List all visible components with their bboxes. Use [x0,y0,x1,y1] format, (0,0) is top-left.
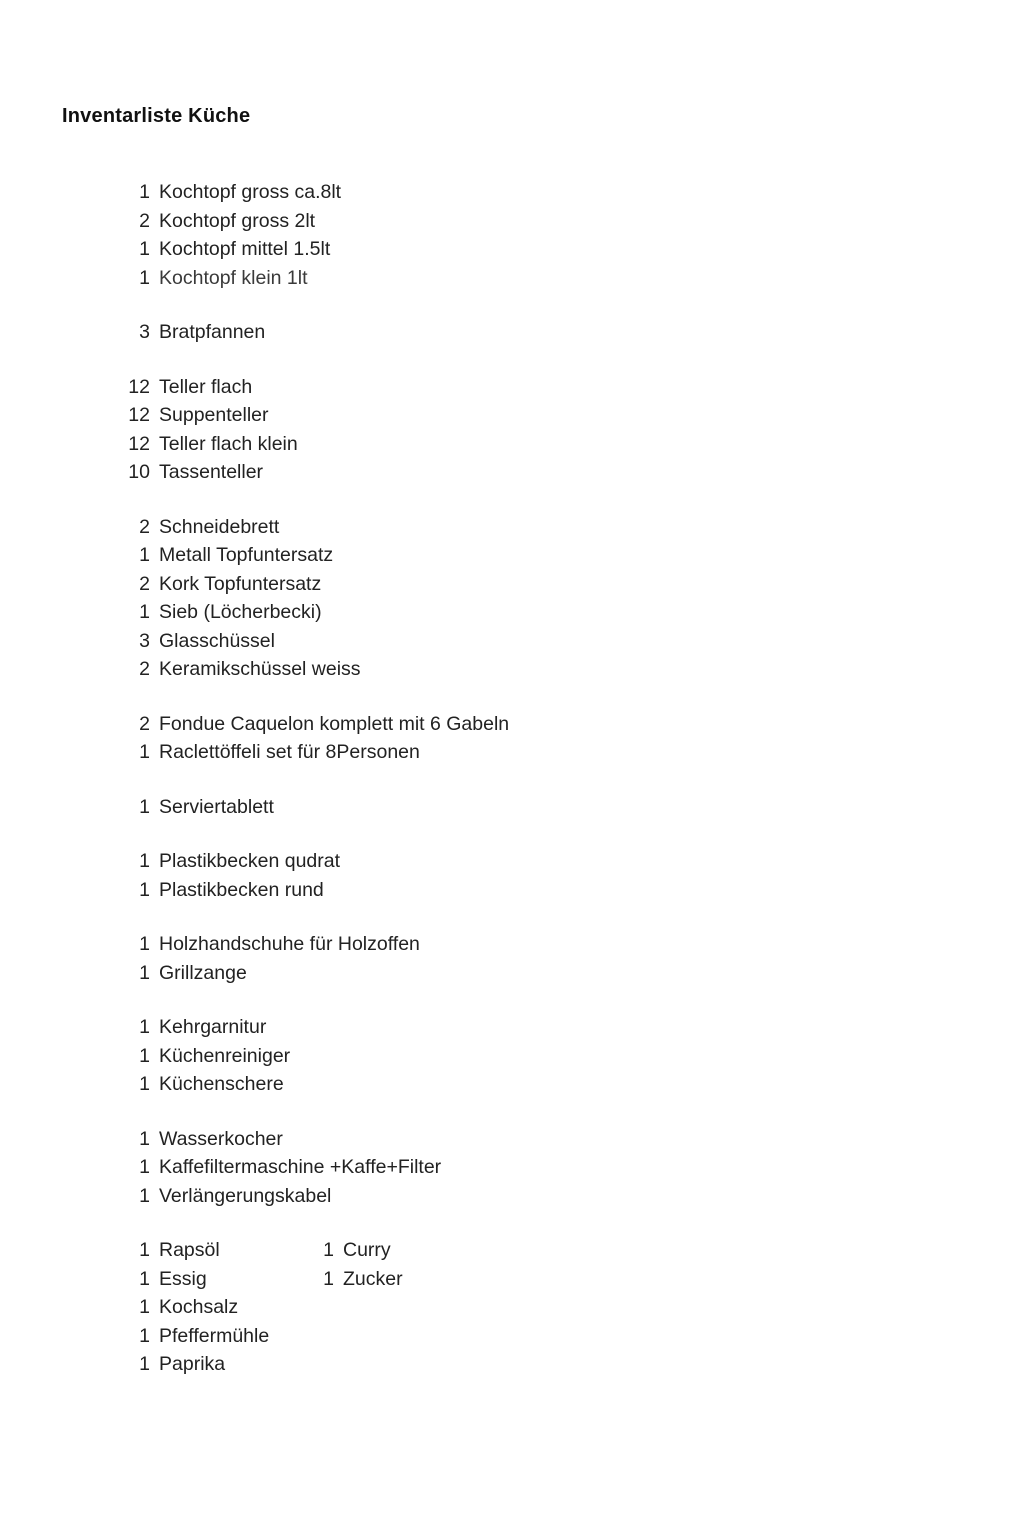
item-quantity: 1 [139,961,150,984]
item-label: Serviertablett [159,795,274,818]
list-item [62,1350,962,1379]
item-label: Pfeffermühle [159,1324,270,1347]
item-label: Sieb (Löcherbecki) [159,601,322,623]
item-quantity: 12 [128,432,150,455]
item-label: Holzhandschuhe für Holzoffen [159,933,420,955]
item-label: Kehrgarnitur [159,1016,267,1038]
list-item [62,235,962,264]
item-quantity: 1 [139,266,150,289]
item-label: Raclettöffeli set für 8Personen [159,741,420,763]
list-item [62,738,962,767]
item-quantity: 2 [139,712,150,735]
item-quantity: 1 [139,1044,150,1067]
list-item [62,598,962,627]
inventory-group-plastic-basins [62,847,962,904]
inventory-group-pantry [62,1236,962,1379]
list-item [62,1042,962,1071]
item-label: Rapsöl [159,1239,220,1261]
item-quantity: 1 [139,1016,150,1038]
item-label: Bratpfannen [159,321,266,343]
item-label: Glasschüssel [159,629,275,652]
item-label-secondary: Curry [343,1239,391,1261]
item-label: Keramikschüssel weiss [159,658,361,680]
item-quantity: 12 [128,404,150,426]
item-quantity: 1 [139,1184,150,1207]
item-quantity: 1 [139,1073,150,1095]
list-item [62,1013,962,1042]
item-quantity: 1 [139,181,150,203]
item-quantity: 1 [139,795,150,818]
list-item [62,264,962,293]
item-quantity: 1 [139,1156,150,1178]
list-item [62,430,962,459]
item-label: Paprika [159,1353,226,1375]
item-quantity: 2 [139,658,150,680]
list-item [62,1070,962,1099]
list-item [62,513,962,542]
list-item [62,1182,962,1211]
list-item [62,207,962,236]
list-item [62,627,962,656]
item-label: Fondue Caquelon komplett mit 6 Gabeln [159,712,510,735]
item-quantity: 1 [139,1353,150,1375]
item-label: Grillzange [159,961,247,984]
inventory-group-pans [62,318,962,347]
inventory-group-tray [62,793,962,822]
item-label: Verlängerungskabel [159,1184,332,1207]
list-item [62,1153,962,1182]
item-label: Essig [159,1267,207,1290]
list-item [62,1293,962,1322]
item-quantity: 10 [128,461,150,483]
item-label: Schneidebrett [159,515,280,538]
item-quantity: 2 [139,572,150,595]
item-quantity: 1 [139,933,150,955]
item-label: Kochtopf gross ca.8lt [159,181,342,203]
list-item [62,178,962,207]
item-quantity: 1 [139,1127,150,1150]
inventory-group-fondue-raclette [62,710,962,767]
list-item [62,655,962,684]
list-item [62,318,962,347]
item-label: Wasserkocher [159,1127,283,1150]
list-item [62,876,962,905]
item-quantity: 1 [139,1324,150,1347]
item-label: Plastikbecken rund [159,878,324,901]
item-quantity: 1 [139,878,150,901]
item-label: Plastikbecken qudrat [159,850,341,872]
item-quantity: 1 [139,601,150,623]
item-quantity: 1 [139,1239,150,1261]
item-quantity-secondary: 1 [323,1267,334,1290]
item-quantity: 1 [139,850,150,872]
item-label: Kochsalz [159,1296,239,1318]
list-item [62,570,962,599]
item-quantity: 2 [139,209,150,232]
item-label: Teller flach klein [159,432,298,455]
item-label: Kork Topfuntersatz [159,572,322,595]
item-label: Metall Topfuntersatz [159,544,334,566]
list-item [62,1236,962,1265]
list-item [62,541,962,570]
inventory-group-stove-tools [62,930,962,987]
item-quantity: 1 [139,1267,150,1290]
item-quantity: 1 [139,741,150,763]
item-quantity-secondary: 1 [323,1239,334,1261]
item-quantity: 12 [128,375,150,398]
inventory-group-plates [62,373,962,487]
list-item [62,959,962,988]
item-label: Teller flach [159,375,253,398]
list-item [62,793,962,822]
item-label: Küchenschere [159,1073,284,1095]
item-quantity: 1 [139,238,150,260]
page-title: Inventarliste Küche [62,105,251,127]
item-quantity: 3 [139,321,150,343]
list-item [62,373,962,402]
inventory-list [62,178,962,1405]
list-item [62,847,962,876]
item-quantity: 3 [139,629,150,652]
list-item [62,930,962,959]
item-label: Kaffefiltermaschine +Kaffe+Filter [159,1156,442,1178]
item-label: Kochtopf gross 2lt [159,209,316,232]
list-item [62,710,962,739]
item-label: Küchenreiniger [159,1044,291,1067]
item-label: Tassenteller [159,461,264,483]
item-label: Kochtopf mittel 1.5lt [159,238,331,260]
item-label-secondary: Zucker [343,1267,403,1290]
list-item [62,1125,962,1154]
list-item [62,1265,962,1294]
item-quantity: 1 [139,544,150,566]
inventory-group-cleaning [62,1013,962,1099]
item-quantity: 2 [139,515,150,538]
list-item [62,1322,962,1351]
inventory-group-pots [62,178,962,292]
item-label: Kochtopf klein 1lt [159,266,308,289]
item-quantity: 1 [139,1296,150,1318]
item-label: Suppenteller [159,404,269,426]
list-item [62,401,962,430]
list-item [62,458,962,487]
inventory-group-boards-bowls [62,513,962,684]
inventory-group-appliances [62,1125,962,1211]
